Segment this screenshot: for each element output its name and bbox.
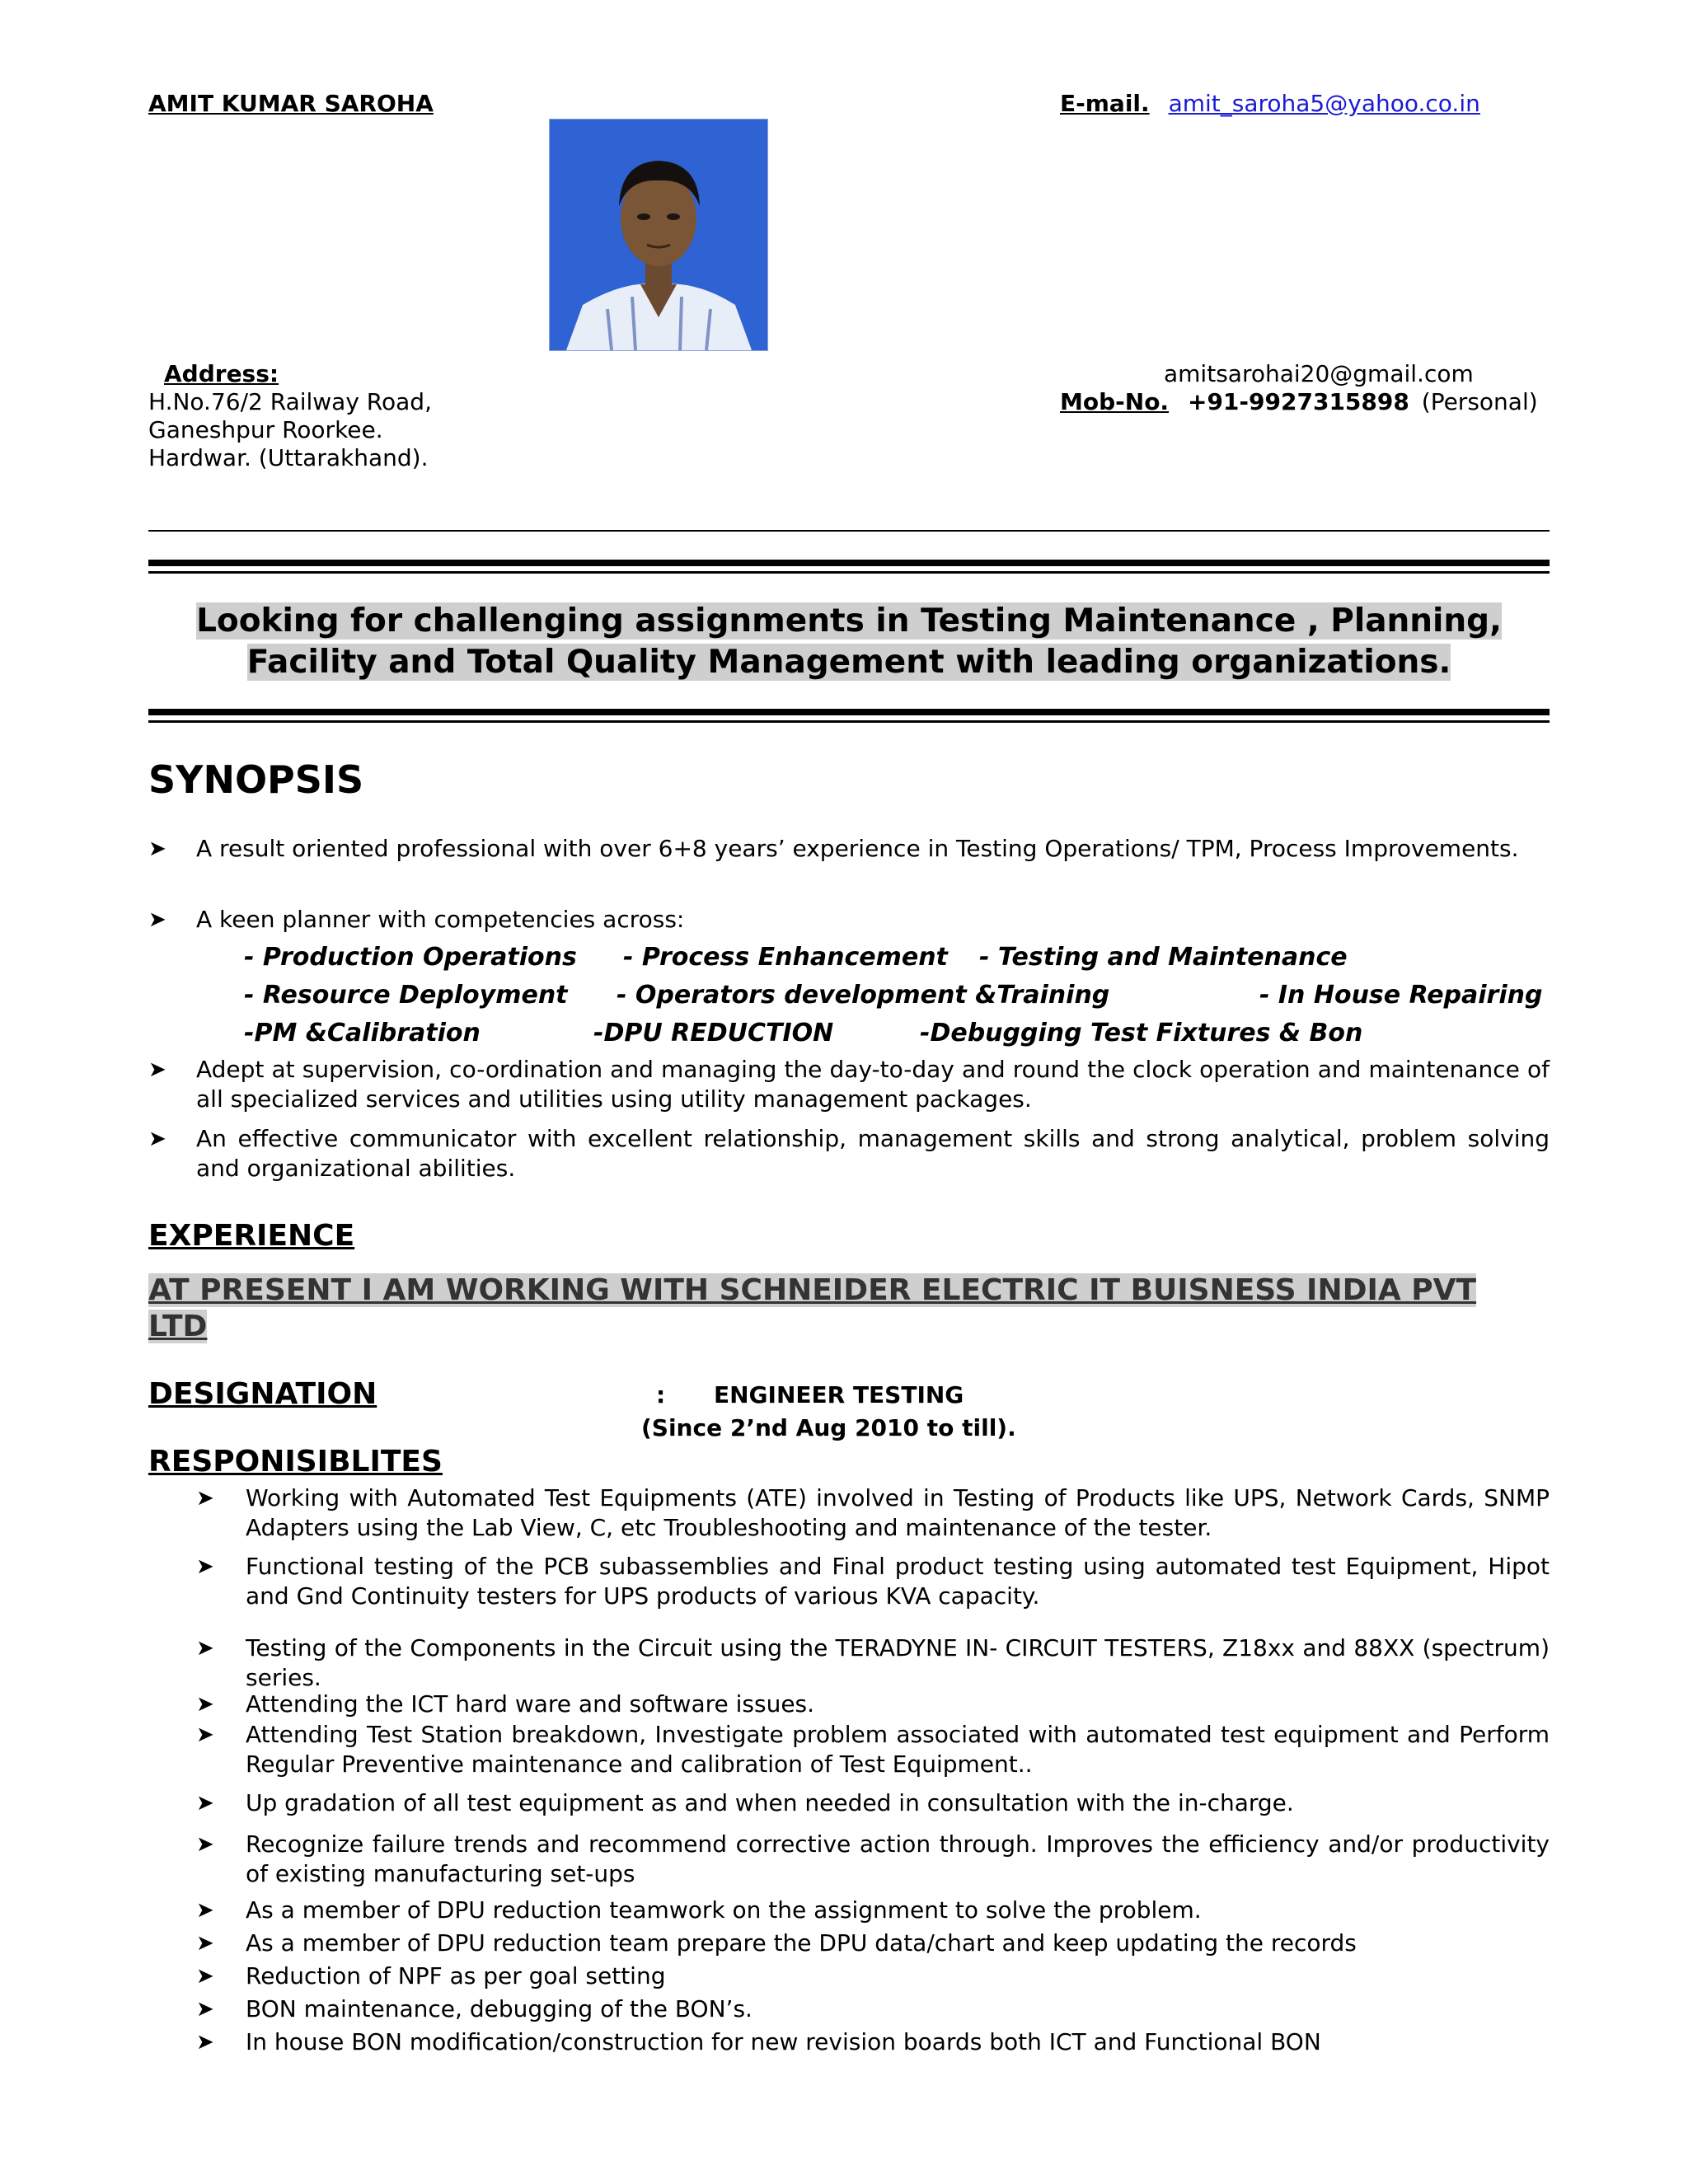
responsibility-item: Testing of the Components in the Circuit using the TERADYNE IN- CIRCUIT TESTERS, Z18xx and 88XX (spectrum) series. — [246, 1634, 1550, 1691]
arrow-bullet-icon: ➤ — [196, 1964, 214, 1989]
competency: -DPU REDUCTION — [593, 1019, 834, 1047]
current-company-line-1: AT PRESENT I AM WORKING WITH SCHNEIDER ELECTRIC IT BUISNESS INDIA PVT — [148, 1273, 1477, 1307]
designation-heading: DESIGNATION — [148, 1377, 377, 1411]
email-line — [1060, 90, 1480, 118]
divider-thin — [148, 530, 1550, 532]
competency: - Operators development &Training — [617, 981, 1110, 1010]
synopsis-heading: SYNOPSIS — [148, 757, 364, 802]
responsibility-item: As a member of DPU reduction teamwork on the assignment to solve the problem. — [246, 1896, 1202, 1924]
arrow-bullet-icon: ➤ — [148, 837, 166, 861]
arrow-bullet-icon: ➤ — [196, 1832, 214, 1857]
address-line-3: Hardwar. (Uttarakhand). — [148, 444, 429, 471]
divider-thick-top — [148, 560, 1550, 566]
email-label: E-mail. — [1060, 90, 1150, 117]
current-company-line-2: LTD — [148, 1310, 208, 1343]
arrow-bullet-icon: ➤ — [196, 1898, 214, 1923]
arrow-bullet-icon: ➤ — [148, 1127, 166, 1151]
mobile-label: Mob-No. — [1060, 388, 1170, 415]
synopsis-bullet-3: Adept at supervision, co-ordination and managing the day-to-day and round the clock operation and maintenance of all specialized services and utilities using utility management packages. — [196, 1056, 1550, 1113]
divider-thick-bottom-2 — [148, 720, 1550, 723]
responsibility-item: Working with Automated Test Equipments (ATE) involved in Testing of Products like UPS, Network Cards, SNMP Adapters using the Lab View, C, etc Troubleshooting and maintenance of the tester. — [246, 1484, 1550, 1541]
person-portrait-icon — [550, 120, 767, 350]
experience-heading: EXPERIENCE — [148, 1219, 355, 1253]
responsibility-item: Functional testing of the PCB subassemblies and Final product testing using automated test Equipment, Hipot and Gnd Continuity testers for UPS products of various KVA capacity. — [246, 1553, 1550, 1610]
responsibility-item: Attending the ICT hard ware and software issues. — [246, 1690, 815, 1718]
arrow-bullet-icon: ➤ — [148, 907, 166, 932]
arrow-bullet-icon: ➤ — [196, 1692, 214, 1717]
responsibility-item: BON maintenance, debugging of the BON’s. — [246, 1995, 753, 2022]
competency: - Testing and Maintenance — [979, 943, 1348, 972]
designation-since: (Since 2’nd Aug 2010 to till). — [641, 1414, 1016, 1441]
address-line-2: Ganeshpur Roorkee. — [148, 416, 383, 443]
objective-line-1: Looking for challenging assignments in Testing Maintenance , Planning, — [196, 602, 1502, 640]
competency: - In House Repairing — [1259, 981, 1543, 1010]
responsibility-item: Recognize failure trends and recommend corrective action through. Improves the efficiency and/or productivity of existing manufacturing set-ups — [246, 1830, 1550, 1887]
arrow-bullet-icon: ➤ — [196, 1931, 214, 1956]
responsibilities-heading: RESPONISIBLITES — [148, 1445, 443, 1479]
competency: -Debugging Test Fixtures & Bon — [920, 1019, 1363, 1047]
competency: - Production Operations — [244, 943, 577, 972]
mobile-note: (Personal) — [1421, 388, 1538, 415]
objective-line-2: Facility and Total Quality Management with leading organizations. — [246, 644, 1451, 681]
synopsis-bullet-4: An effective communicator with excellent relationship, management skills and strong analytical, problem solving and organizational abilities. — [196, 1125, 1550, 1182]
divider-thick-bottom — [148, 709, 1550, 715]
responsibility-item: In house BON modification/construction for new revision boards both ICT and Functional BON — [246, 2028, 1321, 2055]
address-line-1: H.No.76/2 Railway Road, — [148, 388, 432, 415]
profile-photo — [549, 119, 768, 351]
arrow-bullet-icon: ➤ — [148, 1057, 166, 1082]
responsibility-item: As a member of DPU reduction team prepare the DPU data/chart and keep updating the records — [246, 1929, 1357, 1957]
mobile-number: +91-9927315898 — [1187, 388, 1409, 415]
synopsis-bullet-1: A result oriented professional with over 6+8 years’ experience in Testing Operations/ TPM, Process Improvements. — [196, 835, 1519, 862]
arrow-bullet-icon: ➤ — [196, 1997, 214, 2022]
arrow-bullet-icon: ➤ — [196, 1486, 214, 1511]
responsibility-item: Reduction of NPF as per goal setting — [246, 1962, 666, 1990]
responsibility-item: Attending Test Station breakdown, Investigate problem associated with automated test equipment and Perform Regular Preventive maintenance and calibration of Test Equipment.. — [246, 1721, 1550, 1778]
arrow-bullet-icon: ➤ — [196, 2030, 214, 2055]
designation-colon: : — [656, 1381, 666, 1408]
competency: -PM &Calibration — [244, 1019, 481, 1047]
mobile-line — [1060, 388, 1538, 416]
competency: - Process Enhancement — [623, 943, 948, 972]
divider-thick-top-2 — [148, 571, 1550, 574]
competency: - Resource Deployment — [244, 981, 568, 1010]
secondary-email: amitsarohai20@gmail.com — [1164, 360, 1474, 387]
responsibility-item: Up gradation of all test equipment as and when needed in consultation with the in-charge. — [246, 1789, 1294, 1816]
address-label: Address: — [164, 360, 279, 387]
arrow-bullet-icon: ➤ — [196, 1554, 214, 1579]
arrow-bullet-icon: ➤ — [196, 1791, 214, 1816]
email-link[interactable]: amit_saroha5@yahoo.co.in — [1168, 90, 1480, 117]
arrow-bullet-icon: ➤ — [196, 1636, 214, 1661]
arrow-bullet-icon: ➤ — [196, 1722, 214, 1747]
candidate-name: AMIT KUMAR SAROHA — [148, 90, 434, 117]
designation-value: ENGINEER TESTING — [714, 1381, 964, 1408]
synopsis-bullet-2: A keen planner with competencies across: — [196, 906, 685, 933]
